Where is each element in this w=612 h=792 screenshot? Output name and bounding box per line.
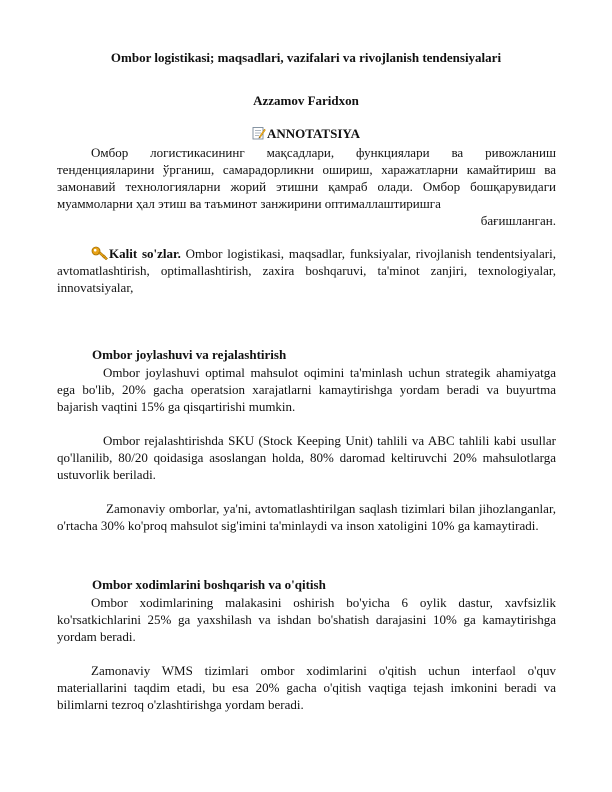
section2-paragraph-1: Ombor xodimlarining malakasini oshirish bo'yicha 6 oylik dastur, xavfsizlik ko'rsatkichlarini 25% ga yaxshilash va ishdan bo'shatish darajasini 10% ga kamaytirishga yordam beradi. bbox=[57, 595, 556, 644]
keywords-text: Ombor logistikasi, maqsadlar, funksiyalar, rivojlanish tendentsiyalari, avtomatlashtirish, optimallashtirish, zaxira boshqaruvi, ta'minot zanjiri, texnologiyalar, innovatsiyalar, bbox=[57, 246, 556, 295]
section1-paragraph-3: Zamonaviy omborlar, ya'ni, avtomatlashtirilgan saqlash tizimlari bilan jihozlanganlar, o'rtacha 30% ko'proq mahsulot sig'imini ta'minlaydi va inson xatoligini 10% ga kamaytiradi. bbox=[57, 501, 556, 533]
keywords-label: Kalit so'zlar. bbox=[109, 246, 181, 261]
section1-paragraph-2: Ombor rejalashtirishda SKU (Stock Keeping Unit) tahlili va ABC tahlili kabi usullar qo'llanilib, 80/20 qoidasiga asoslangan holda, 80% daromad keltiruvchi 20% mahsulotlarga ustuvorlik beriladi. bbox=[57, 433, 556, 482]
annotation-heading-row bbox=[60, 126, 552, 142]
annotation-tail: бағишланган. bbox=[480, 213, 556, 228]
section2-paragraph-2: Zamonaviy WMS tizimlari ombor xodimlarini o'qitish uchun interfaol o'quv materiallarini taqdim etadi, bu esa 20% gacha o'qitish vaqtiga tejash imkonini beradi va bilimlarni tezroq o'zlashtirishga yordam beradi. bbox=[57, 663, 556, 712]
memo-icon bbox=[252, 126, 266, 140]
section2-heading: Ombor xodimlarini boshqarish va o'qitish bbox=[92, 577, 326, 592]
section1-heading: Ombor joylashuvi va rejalashtirish bbox=[92, 347, 287, 362]
annotation-paragraph bbox=[57, 144, 556, 229]
keywords-paragraph bbox=[57, 245, 556, 296]
section1-paragraph-1: Ombor joylashuvi optimal mahsulot oqimini ta'minlash uchun strategik ahamiyatga ega bo'lib, 20% gacha operatsion xarajatlarni kamaytirishga yordam beradi va buyurtma bajarish vaqtini 15% ga qisqartirishi mumkin. bbox=[57, 365, 556, 414]
annotation-text: Омбор логистикасининг мақсадлари, функциялари ва ривожланиш тенденцияларини ўрганиш, самарадорликни ошириш, харажатларни камайтириш ва замонавий технологияларни жорий этишни қамраб олади. Омбор бошқарувидаги муаммоларни ҳал этиш ва таъминот занжирини оптималлаштиришга bbox=[57, 145, 556, 211]
document-title: Ombor logistikasi; maqsadlari, vazifalari va rivojlanish tendensiyalari bbox=[110, 50, 502, 65]
key-icon bbox=[91, 246, 109, 260]
document-author: Azzamov Faridxon bbox=[253, 93, 359, 108]
annotation-heading: ANNOTATSIYA bbox=[267, 126, 360, 141]
